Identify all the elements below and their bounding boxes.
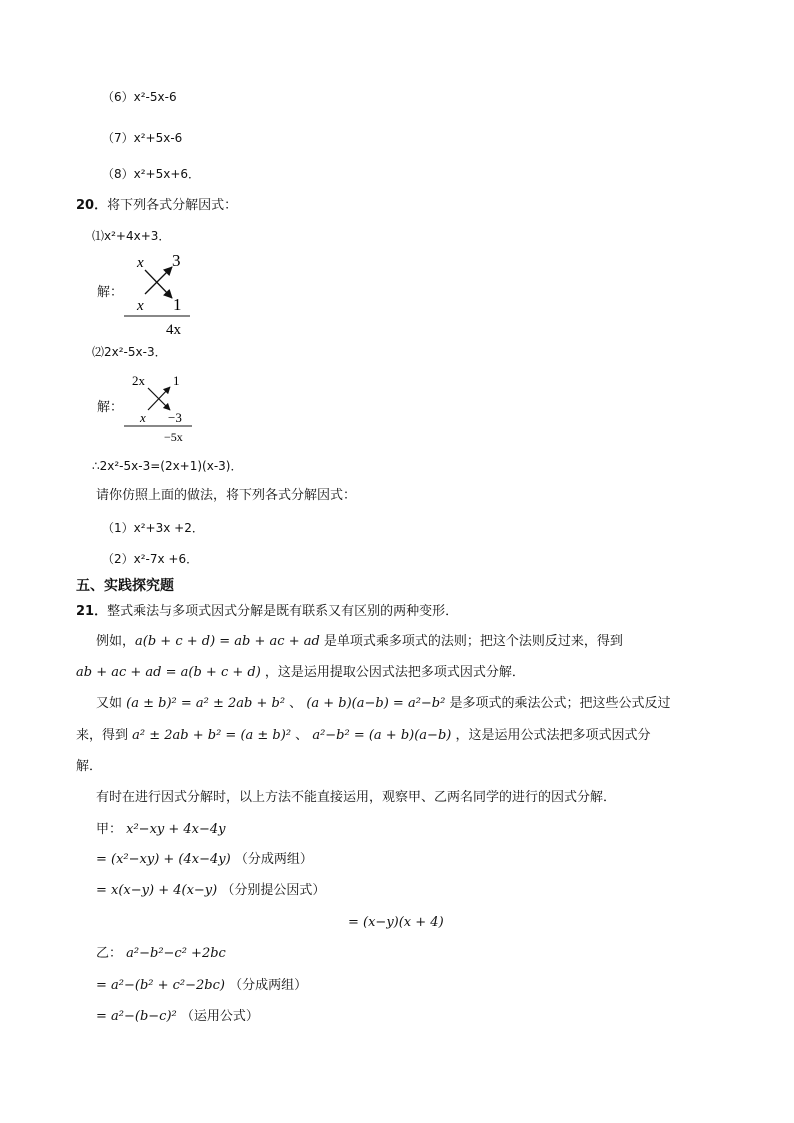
question-20 [76,198,237,214]
cross-diagram-1 [120,250,200,344]
text: 、 [291,728,313,743]
cross-br: −3 [168,410,182,425]
formula: a(b + c + d) = ab + ac + ad [135,634,320,649]
cross-diagram-2 [120,370,200,454]
also-line-2 [76,728,650,744]
cross-bl: x [140,410,146,425]
also-line-3: 解． [76,759,103,774]
text: 来，得到 [76,728,133,743]
note: （运用公式） [176,1009,259,1024]
cross-tr: 1 [173,373,180,388]
example-line-1 [96,634,623,650]
problem-7: （7）x²+5x-6 [102,131,183,145]
yi-line-2 [96,978,307,994]
formula: = x(x−y) + 4(x−y) [96,883,218,898]
cross-tr: 3 [172,251,181,270]
example-line-2 [76,665,525,681]
text: 例如， [96,634,136,649]
problem-6: （6）x²-5x-6 [102,90,177,104]
cross-tl: 2x [132,373,145,388]
formula: (a ± b)² = a² ± 2ab + b² [126,696,286,711]
note: （分别提公因式） [217,883,326,898]
text: ，这是运用公式法把多项式因式分 [451,728,651,743]
jia-line-3 [96,883,325,899]
question-text: 整式乘法与多项式因式分解是既有联系又有区别的两种变形． [107,604,459,619]
formula: a²−b² = (a + b)(a−b) [312,728,452,743]
section-heading: 五、实践探究题 [76,578,174,594]
therefore-line: ∴2x²-5x-3=(2x+1)(x-3)． [92,459,243,473]
note: （分成两组） [230,852,313,867]
instruction: 请你仿照上面的做法，将下列各式分解因式： [96,488,357,503]
also-line-1 [96,696,670,712]
cross-sum: −5x [164,430,183,444]
task-1: （1）x²+3x +2． [102,521,204,535]
jia-line-1 [96,822,226,838]
formula: = (x−y)(x + 4) [348,915,444,930]
formula: ab + ac + ad = a(b + c + d) [76,665,261,680]
question-21 [76,604,458,620]
label: 乙： [96,946,127,961]
yi-line-3 [96,1009,259,1025]
yi-line-1 [96,946,226,962]
text: 、 [285,696,307,711]
formula: x²−xy + 4x−4y [126,822,226,837]
text: 是单项式乘多项式的法则；把这个法则反过来，得到 [319,634,623,649]
formula: a²−b²−c² +2bc [126,946,226,961]
question-text: 将下列各式分解因式： [107,198,238,213]
note: （分成两组） [224,978,308,993]
jia-line-2 [96,852,313,868]
cross-tl: x [137,255,144,271]
cross-arrow-down [145,270,172,298]
cross-br: 1 [173,295,182,314]
cross-bl: x [137,298,144,314]
cross-sum: 4x [166,322,181,338]
label: 甲： [96,822,127,837]
question-number: 20． [76,198,108,213]
question-number: 21． [76,604,108,619]
text: ，这是运用提取公因式法把多项式因式分解． [260,665,525,680]
formula: = a²−(b² + c²−2bc) [96,978,225,993]
text: 又如 [96,696,127,711]
task-2: （2）x²-7x +6． [102,552,199,566]
formula: = (x²−xy) + (4x−4y) [96,852,231,867]
example-1: ⑴x²+4x+3． [92,229,171,243]
solution-label-2: 解： [97,400,124,415]
example-2: ⑵2x²-5x-3． [92,345,167,359]
jia-line-4 [348,915,444,931]
formula: = a²−(b−c)² [96,1009,177,1024]
formula: a² ± 2ab + b² = (a ± b)² [132,728,292,743]
text: 是多项式的乘法公式；把这些公式反过 [445,696,671,711]
solution-label: 解： [97,285,124,300]
formula: (a + b)(a−b) = a²−b² [306,696,446,711]
problem-8: （8）x²+5x+6． [102,167,201,181]
cross-arrow-up [145,267,172,294]
observation: 有时在进行因式分解时，以上方法不能直接运用，观察甲、乙两名同学的进行的因式分解． [96,790,617,805]
